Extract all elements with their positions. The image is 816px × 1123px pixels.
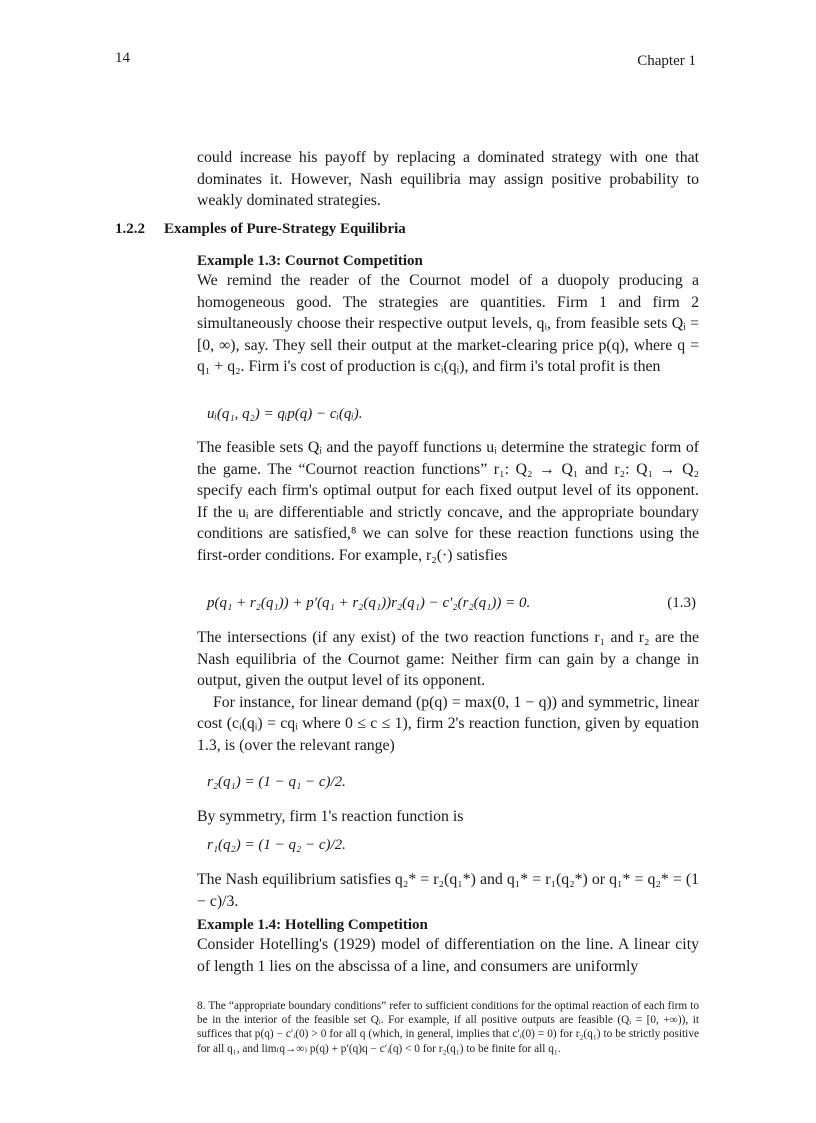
example-1-3-paragraph-3-block: [197, 627, 699, 757]
example-1-3-paragraph-6: The Nash equilibrium satisfies q₂* = r₂(q₁*) and q₁* = r₁(q₂*) or q₁* = q₂* = (1 − c)/3.: [197, 871, 699, 910]
equation-number-1-3: (1.3): [667, 595, 696, 611]
example-1-3-paragraph-3: The intersections (if any exist) of the two reaction functions r₁ and r₂ are the Nash equilibria of the Cournot game: Neither firm can gain by a change in output, given the output level of its opponent.: [197, 629, 699, 690]
example-1-3-paragraph-2-block: [197, 437, 699, 567]
example-1-3: [197, 253, 699, 378]
reaction-function-firm-1: r₁(q₂) = (1 − q₂ − c)/2.: [207, 837, 346, 853]
example-1-3-paragraph-6-block: [197, 869, 699, 912]
example-1-3-paragraph-5: By symmetry, firm 1's reaction function is: [197, 808, 464, 825]
example-1-3-paragraph-1: We remind the reader of the Cournot model of a duopoly producing a homogeneous good. The strategies are quantities. Firm 1 and firm 2 simultaneously choose their respective output levels, qᵢ, from feasible sets Qᵢ = [0, ∞), say. They sell their output at the market-clearing price p(q), where q = q₁ + q₂. Firm i's cost of production is cᵢ(qᵢ), and firm i's total profit is then: [197, 272, 699, 376]
intro-paragraph-block: [197, 147, 699, 212]
section-title: Examples of Pure-Strategy Equilibria: [164, 221, 406, 237]
page-number: 14: [115, 50, 130, 66]
example-1-3-paragraph-5-block: [197, 806, 699, 828]
example-1-4-paragraph-1: Consider Hotelling's (1929) model of differentiation on the line. A linear city of length 1 lies on the abscissa of a line, and consumers are uniformly: [197, 936, 699, 975]
section-number: 1.2.2: [115, 221, 145, 237]
example-1-3-paragraph-4: For instance, for linear demand (p(q) = max(0, 1 − q)) and symmetric, linear cost (cᵢ(qᵢ) = cqᵢ where 0 ≤ c ≤ 1), firm 2's reaction function, given by equation 1.3, is (over the relevant range): [197, 693, 699, 754]
first-order-condition-equation: p(q₁ + r₂(q₁)) + p′(q₁ + r₂(q₁))r₂(q₁) − c′₂(r₂(q₁)) = 0.: [207, 595, 531, 611]
example-1-3-paragraph-2: The feasible sets Qᵢ and the payoff functions uᵢ determine the strategic form of the game. The “Cournot reaction functions” r₁: Q₂ → Q₁ and r₂: Q₁ → Q₂ specify each firm's optimal output for each fixed output level of its opponent. If the uᵢ are differentiable and strictly concave, and the appropriate boundary conditions are satisfied,⁸ we can solve for these reaction functions using the first-order conditions. For example, r₂(·) satisfies: [197, 439, 699, 564]
chapter-header: Chapter 1: [637, 53, 696, 69]
intro-paragraph: could increase his payoff by replacing a dominated strategy with one that dominates it. However, Nash equilibria may assign positive probability to weakly dominated strategies.: [197, 149, 699, 210]
payoff-equation: uᵢ(q₁, q₂) = qᵢp(q) − cᵢ(qᵢ).: [207, 406, 363, 422]
footnote-8: 8. The “appropriate boundary conditions” refer to sufficient conditions for the optimal reaction of each firm to be in the interior of the feasible set Qᵢ. For example, if all positive outputs are feasible (Qᵢ = [0, +∞)), it suffices that p(q) − c′ᵢ(0) > 0 for all q (which, in general, implies that c′ᵢ(0) = 0) for r₂(q₁) to be strictly positive for all q₁, and lim₍q→∞₎ p(q) + p′(q)q − c′ᵢ(q) < 0 for r₂(q₁) to be finite for all q₁.: [197, 1000, 699, 1055]
example-1-4: [197, 917, 699, 977]
example-1-4-title: Example 1.4: Hotelling Competition: [197, 917, 428, 933]
reaction-function-firm-2: r₂(q₁) = (1 − q₁ − c)/2.: [207, 774, 346, 790]
example-1-3-title: Example 1.3: Cournot Competition: [197, 253, 423, 269]
